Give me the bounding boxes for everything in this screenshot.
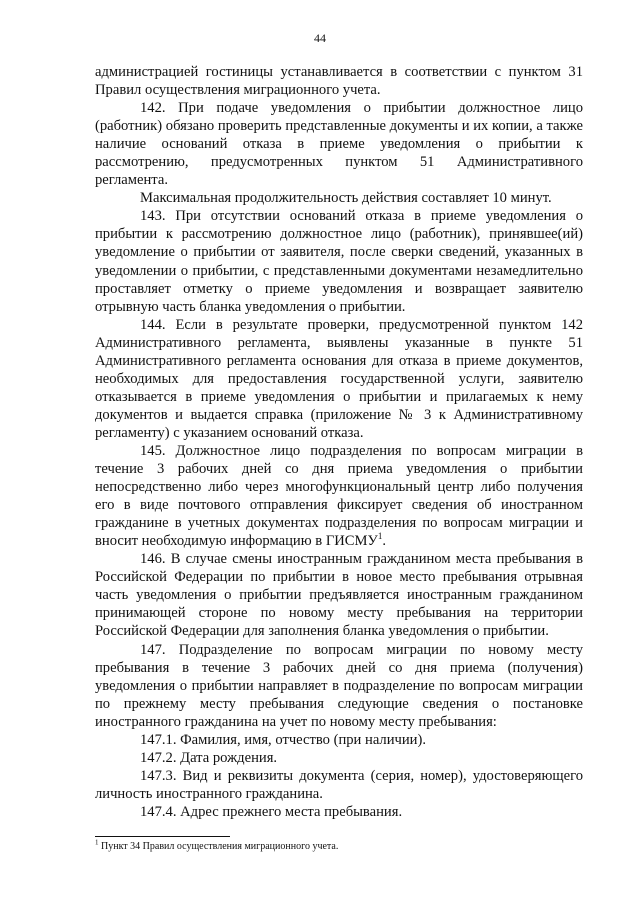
paragraph: 144. Если в результате проверки, предусмотренной пунктом 142 Административного регламента, выявлены указанные в пункте 51 Административного регламента основания для отказа в приеме документов, необходимых для предоставления государственной услуги, заявителю отказывается в приеме уведомления о прибытии и прилагаемых к нему документов и выдается справка (приложение № 3 к Административному регламенту) с указанием оснований отказа. [95, 316, 583, 441]
paragraph: 147.3. Вид и реквизиты документа (серия, номер), удостоверяющего личность иностранного гражданина. [95, 767, 583, 802]
paragraph: администрацией гостиницы устанавливается в соответствии с пунктом 31 Правил осуществления миграционного учета. [95, 64, 583, 99]
paragraph: 143. При отсутствии оснований отказа в приеме уведомления о прибытии к рассмотрению должностное лицо (работник), принявшее(ий) уведомление о прибытии от заявителя, после сверки сведений, указанных в уведомлении о прибытии, с представленными документами незамедлительно проставляет отметку о приеме уведомления и возвращает заявителю отрывную часть бланка уведомления о прибытии. [95, 208, 583, 315]
footnote-separator [95, 836, 230, 837]
paragraph: 146. В случае смены иностранным гражданином места пребывания в Российской Федерации по прибытии в новое место пребывания отрывная часть уведомления о прибытии предъявляется иностранным гражданином принимающей стороне по новому месту пребывания на территории Российской Федерации для заполнения бланка уведомления о прибытии. [95, 551, 583, 640]
footnote-reference: 1 [377, 531, 383, 542]
footnote-text: Пункт 34 Правил осуществления миграционного учета. [98, 841, 339, 852]
paragraph: 142. При подаче уведомления о прибытии должностное лицо (работник) обязано проверить представленные документы и их копии, а также наличие оснований отказа в приеме уведомления о прибытии к рассмотрению, предусмотренных пунктом 51 Административного регламента. [95, 100, 583, 189]
paragraph: Максимальная продолжительность действия составляет 10 минут. [140, 190, 552, 207]
footnote-marker: 1 [95, 838, 99, 847]
page-number: 44 [314, 31, 326, 45]
paragraph: 147.1. Фамилия, имя, отчество (при наличии). [140, 731, 426, 748]
footnote [95, 838, 583, 853]
paragraph: 147. Подразделение по вопросам миграции по новому месту пребывания в течение 3 рабочих дней со дня приема (получения) уведомления о прибытии направляет в подразделение по вопросам миграции по прежнему месту пребывания следующие сведения о постановке иностранного гражданина на учет по новому месту пребывания: [95, 641, 583, 730]
document-body [95, 63, 583, 821]
paragraph-with-footnote [95, 442, 583, 550]
paragraph-end-period: . [382, 533, 387, 550]
paragraph: 147.4. Адрес прежнего места пребывания. [140, 803, 403, 820]
paragraph-text: 145. Должностное лицо подразделения по вопросам миграции в течение 3 рабочих дней со дня приема уведомления о прибытии непосредственно либо через многофункциональный центр либо получения его в виде почтового отправления фиксирует сведения об иностранном гражданине в учетных документах подразделения по вопросам миграции и вносит необходимую информацию в ГИСМУ [95, 442, 583, 550]
paragraph: 147.2. Дата рождения. [140, 749, 278, 766]
